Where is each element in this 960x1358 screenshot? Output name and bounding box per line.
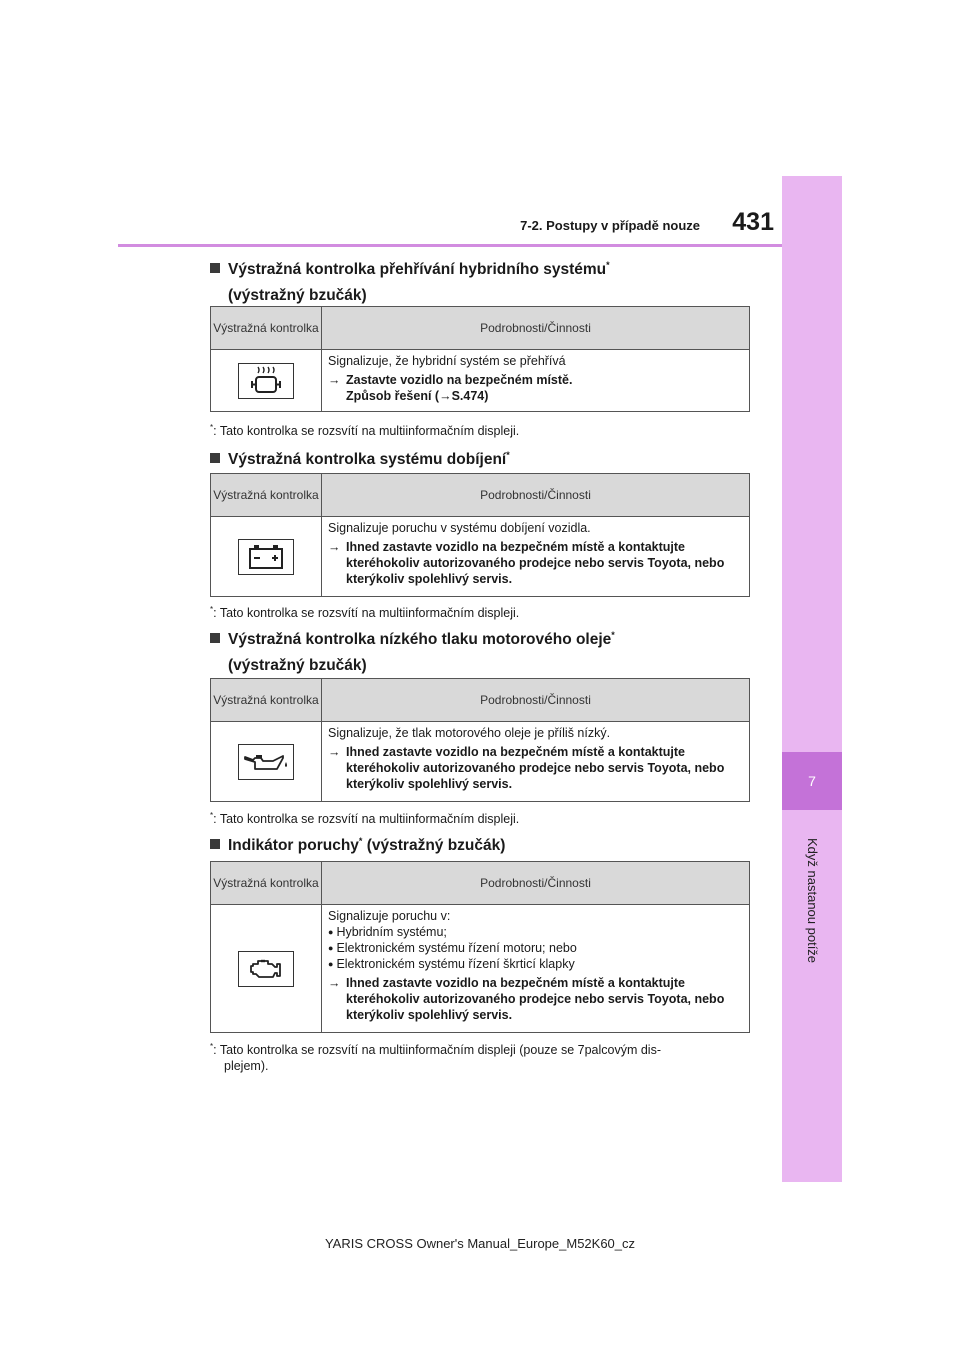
col-header-lamp: Výstražná kontrolka bbox=[211, 862, 322, 905]
section-title-oil-pressure: Výstražná kontrolka nízkého tlaku motorového oleje* (výstražný bzučák) bbox=[210, 622, 615, 679]
section-title-overheat: Výstražná kontrolka přehřívání hybridního systému* (výstražný bzučák) bbox=[210, 252, 610, 309]
chapter-title: Když nastanou potíže bbox=[805, 838, 820, 964]
list-item: ● Elektronickém systému řízení škrticí klapky bbox=[328, 956, 743, 972]
footnote-charging: *: Tato kontrolka se rozsvítí na multiinformačním displeji. bbox=[210, 605, 520, 621]
square-bullet-icon bbox=[210, 263, 220, 273]
lamp-action: → Ihned zastavte vozidlo na bezpečném místě a kontaktujte kteréhokoliv autorizovaného prodejce nebo servis Toyota, nebo kterýkoliv spolehlivý servis. bbox=[328, 540, 725, 586]
col-header-details: Podrobnosti/Činnosti bbox=[322, 862, 750, 905]
lamp-description: Signalizuje, že tlak motorového oleje je příliš nízký. bbox=[328, 726, 611, 740]
warning-table-overheat bbox=[210, 306, 750, 412]
col-header-details: Podrobnosti/Činnosti bbox=[322, 307, 750, 350]
page-number: 431 bbox=[732, 208, 774, 236]
footnote-oil-pressure: *: Tato kontrolka se rozsvítí na multiinformačním displeji. bbox=[210, 811, 520, 827]
col-header-details: Podrobnosti/Činnosti bbox=[322, 679, 750, 722]
hybrid-overheat-icon bbox=[238, 363, 294, 399]
list-item: ● Elektronickém systému řízení motoru; nebo bbox=[328, 940, 743, 956]
warning-table-malfunction bbox=[210, 861, 750, 1033]
square-bullet-icon bbox=[210, 453, 220, 463]
header-rule bbox=[118, 244, 782, 247]
chapter-number: 7 bbox=[782, 752, 842, 810]
manual-footer: YARIS CROSS Owner's Manual_Europe_M52K60_cz bbox=[324, 1236, 636, 1251]
col-header-lamp: Výstražná kontrolka bbox=[211, 474, 322, 517]
col-header-lamp: Výstražná kontrolka bbox=[211, 679, 322, 722]
section-title-malfunction: Indikátor poruchy* (výstražný bzučák) bbox=[210, 828, 505, 859]
square-bullet-icon bbox=[210, 633, 220, 643]
check-engine-icon bbox=[238, 951, 294, 987]
chapter-side-tab bbox=[782, 176, 842, 1182]
col-header-details: Podrobnosti/Činnosti bbox=[322, 474, 750, 517]
col-header-lamp: Výstražná kontrolka bbox=[211, 307, 322, 350]
list-item: ● Hybridním systému; bbox=[328, 924, 743, 940]
warning-table-oil-pressure bbox=[210, 678, 750, 802]
footnote-malfunction: *: Tato kontrolka se rozsvítí na multiinformačním displeji (pouze se 7palcovým dis- plejem). bbox=[210, 1042, 661, 1074]
lamp-action: → Ihned zastavte vozidlo na bezpečném místě a kontaktujte kteréhokoliv autorizovaného prodejce nebo servis Toyota, nebo kterýkoliv spolehlivý servis. bbox=[328, 976, 725, 1022]
lamp-description: Signalizuje, že hybridní systém se přehřívá bbox=[328, 354, 566, 368]
battery-icon bbox=[238, 539, 294, 575]
oil-pressure-icon bbox=[238, 744, 294, 780]
lamp-action: → Zastavte vozidlo na bezpečném místě. Způsob řešení (→S.474) bbox=[328, 373, 573, 403]
footnote-overheat: *: Tato kontrolka se rozsvítí na multiinformačním displeji. bbox=[210, 423, 520, 439]
warning-table-charging bbox=[210, 473, 750, 597]
section-heading: 7-2. Postupy v případě nouze bbox=[520, 218, 700, 233]
lamp-description: Signalizuje poruchu v: bbox=[328, 909, 451, 923]
lamp-description: Signalizuje poruchu v systému dobíjení vozidla. bbox=[328, 521, 591, 535]
malfunction-list bbox=[328, 924, 743, 972]
lamp-action: → Ihned zastavte vozidlo na bezpečném místě a kontaktujte kteréhokoliv autorizovaného prodejce nebo servis Toyota, nebo kterýkoliv spolehlivý servis. bbox=[328, 745, 725, 791]
square-bullet-icon bbox=[210, 839, 220, 849]
section-title-charging: Výstražná kontrolka systému dobíjení* bbox=[210, 442, 510, 473]
